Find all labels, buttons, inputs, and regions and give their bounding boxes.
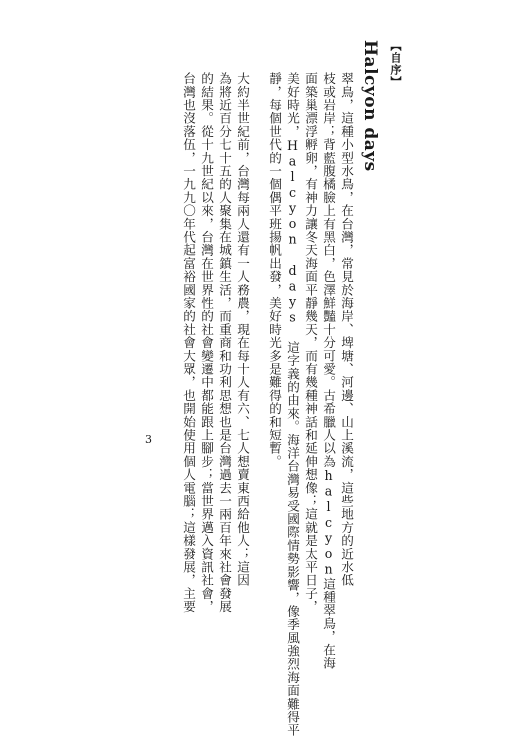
text-column: 大約半世紀前，台灣每兩人還有一人務農，現在每十人有六、七人想賣東西給他人；這因: [235, 72, 250, 587]
text-column: 的結果。從十九世紀以來，台灣在世界性的社會變遷中都能跟上腳步；當世界邁入資訊社會，: [199, 72, 214, 614]
text-column: 為將近百分七十五的人聚集在城鎮生活，而重商和功利思想也是台灣過去一兩百年來社會發展: [217, 72, 232, 614]
text-column: 台灣也沒落伍，一九九〇年代起富裕國家的社會大眾，也開始使用個人電腦；這樣發展，主要: [181, 72, 196, 614]
page-number: 3: [145, 433, 152, 446]
text-column: 美好時光，Halcyon days 這字義的由來。海洋台灣易受國際情勢影響，像季風強烈海面難得平: [285, 72, 300, 737]
text-column: 枝或岩岸；背藍腹橘臉上有黑白，色澤鮮豔十分可愛。古希臘人以為halcyon這種翠鳥，在海: [321, 72, 336, 670]
preface-tag: 【自序】: [389, 40, 402, 88]
text-column: 面築巢漂浮孵卵，有神力讓冬天海面平靜幾天，而有幾種神話和延伸想像；這就是太平日子，: [303, 72, 318, 614]
preface-title: Halcyon days: [360, 40, 380, 172]
text-column: 靜，每個世代的一個偶平班揚帆出發，美好時光多是難得的和短暫。: [267, 72, 282, 468]
text-column: 翠鳥，這種小型水鳥，在台灣，常見於海岸、埤塘、河邊、山上溪流，這些地方的近水低: [339, 72, 354, 587]
